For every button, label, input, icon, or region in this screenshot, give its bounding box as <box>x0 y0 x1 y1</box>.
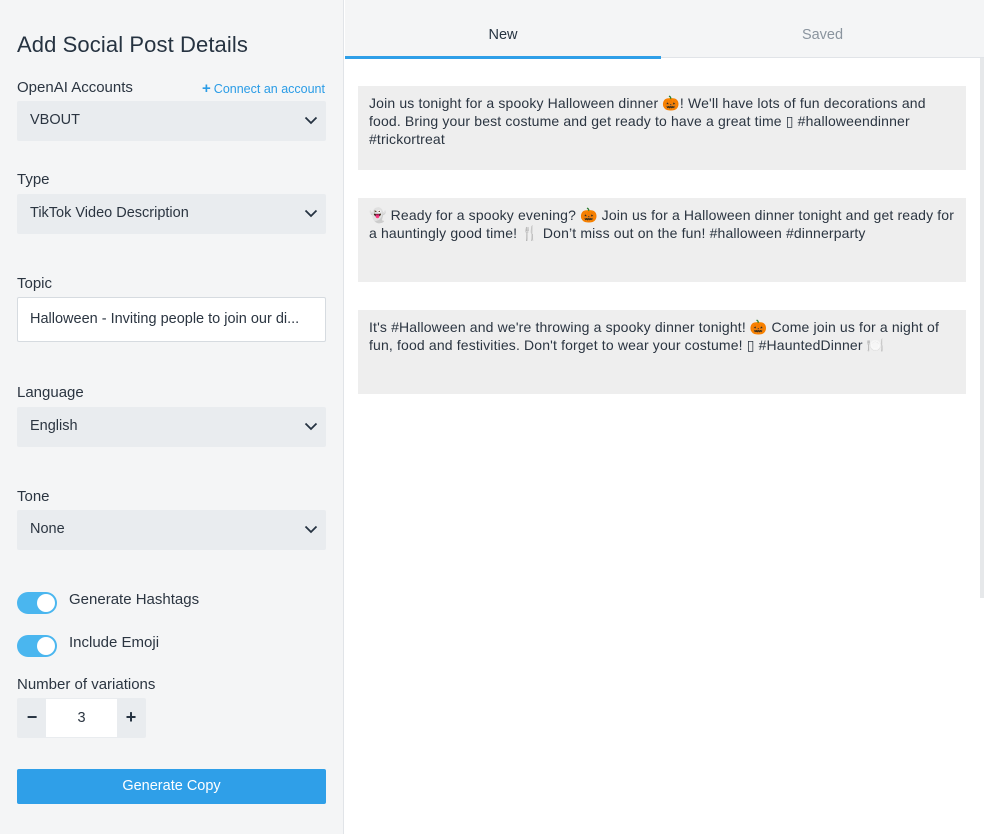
language-select[interactable] <box>17 407 326 447</box>
tone-value: None <box>30 521 65 537</box>
connect-account-label: Connect an account <box>213 82 325 96</box>
include-emoji-label: Include Emoji <box>69 634 160 651</box>
topic-input[interactable]: Halloween - Inviting people to join our di... <box>17 297 326 342</box>
result-card[interactable]: Join us tonight for a spooky Halloween dinner 🎃! We'll have lots of fun decorations and food. Bring your best costume and get ready to have a great time ▯ #halloweendinner #trickortreat <box>358 86 966 170</box>
chevron-down-icon <box>304 419 318 433</box>
openai-account-value: VBOUT <box>30 112 80 128</box>
chevron-down-icon <box>304 113 318 127</box>
generate-hashtags-label: Generate Hashtags <box>69 591 200 608</box>
decrement-button[interactable]: − <box>26 707 38 727</box>
chevron-down-icon <box>304 206 318 220</box>
page-title: Add Social Post Details <box>17 32 248 57</box>
increment-button[interactable]: + <box>125 707 137 727</box>
sidebar-panel <box>0 0 344 834</box>
scrollbar[interactable] <box>980 58 984 598</box>
chevron-down-icon <box>304 522 318 536</box>
tone-select[interactable] <box>17 510 326 550</box>
result-card[interactable]: It's #Halloween and we're throwing a spooky dinner tonight! 🎃 Come join us for a night of fun, food and festivities. Don't forget to wear your costume! ▯ #HauntedDinner 🍽️ <box>358 310 966 394</box>
language-label: Language <box>17 384 84 401</box>
type-label: Type <box>17 171 50 188</box>
results-tabs <box>345 0 984 58</box>
variations-input[interactable]: 3 <box>46 699 117 737</box>
generate-hashtags-toggle[interactable] <box>17 592 57 614</box>
openai-accounts-label: OpenAI Accounts <box>17 79 133 96</box>
topic-label: Topic <box>17 275 53 292</box>
type-value: TikTok Video Description <box>30 205 189 221</box>
variations-stepper <box>17 698 146 738</box>
toggle-knob <box>37 594 55 612</box>
type-select[interactable] <box>17 194 326 234</box>
result-card[interactable]: 👻 Ready for a spooky evening? 🎃 Join us for a Halloween dinner tonight and get ready for a hauntingly good time! 🍴 Don’t miss out on the fun! #halloween #dinnerparty <box>358 198 966 282</box>
toggle-knob <box>37 637 55 655</box>
openai-account-select[interactable] <box>17 101 326 141</box>
tone-label: Tone <box>17 488 50 505</box>
language-value: English <box>30 418 78 434</box>
include-emoji-toggle[interactable] <box>17 635 57 657</box>
tab-saved[interactable]: Saved <box>801 27 844 43</box>
connect-account-link[interactable] <box>202 80 325 97</box>
generate-copy-button[interactable]: Generate Copy <box>17 769 326 804</box>
variations-label: Number of variations <box>17 676 156 693</box>
plus-icon: + <box>202 80 211 97</box>
tab-new[interactable]: New <box>345 0 661 58</box>
